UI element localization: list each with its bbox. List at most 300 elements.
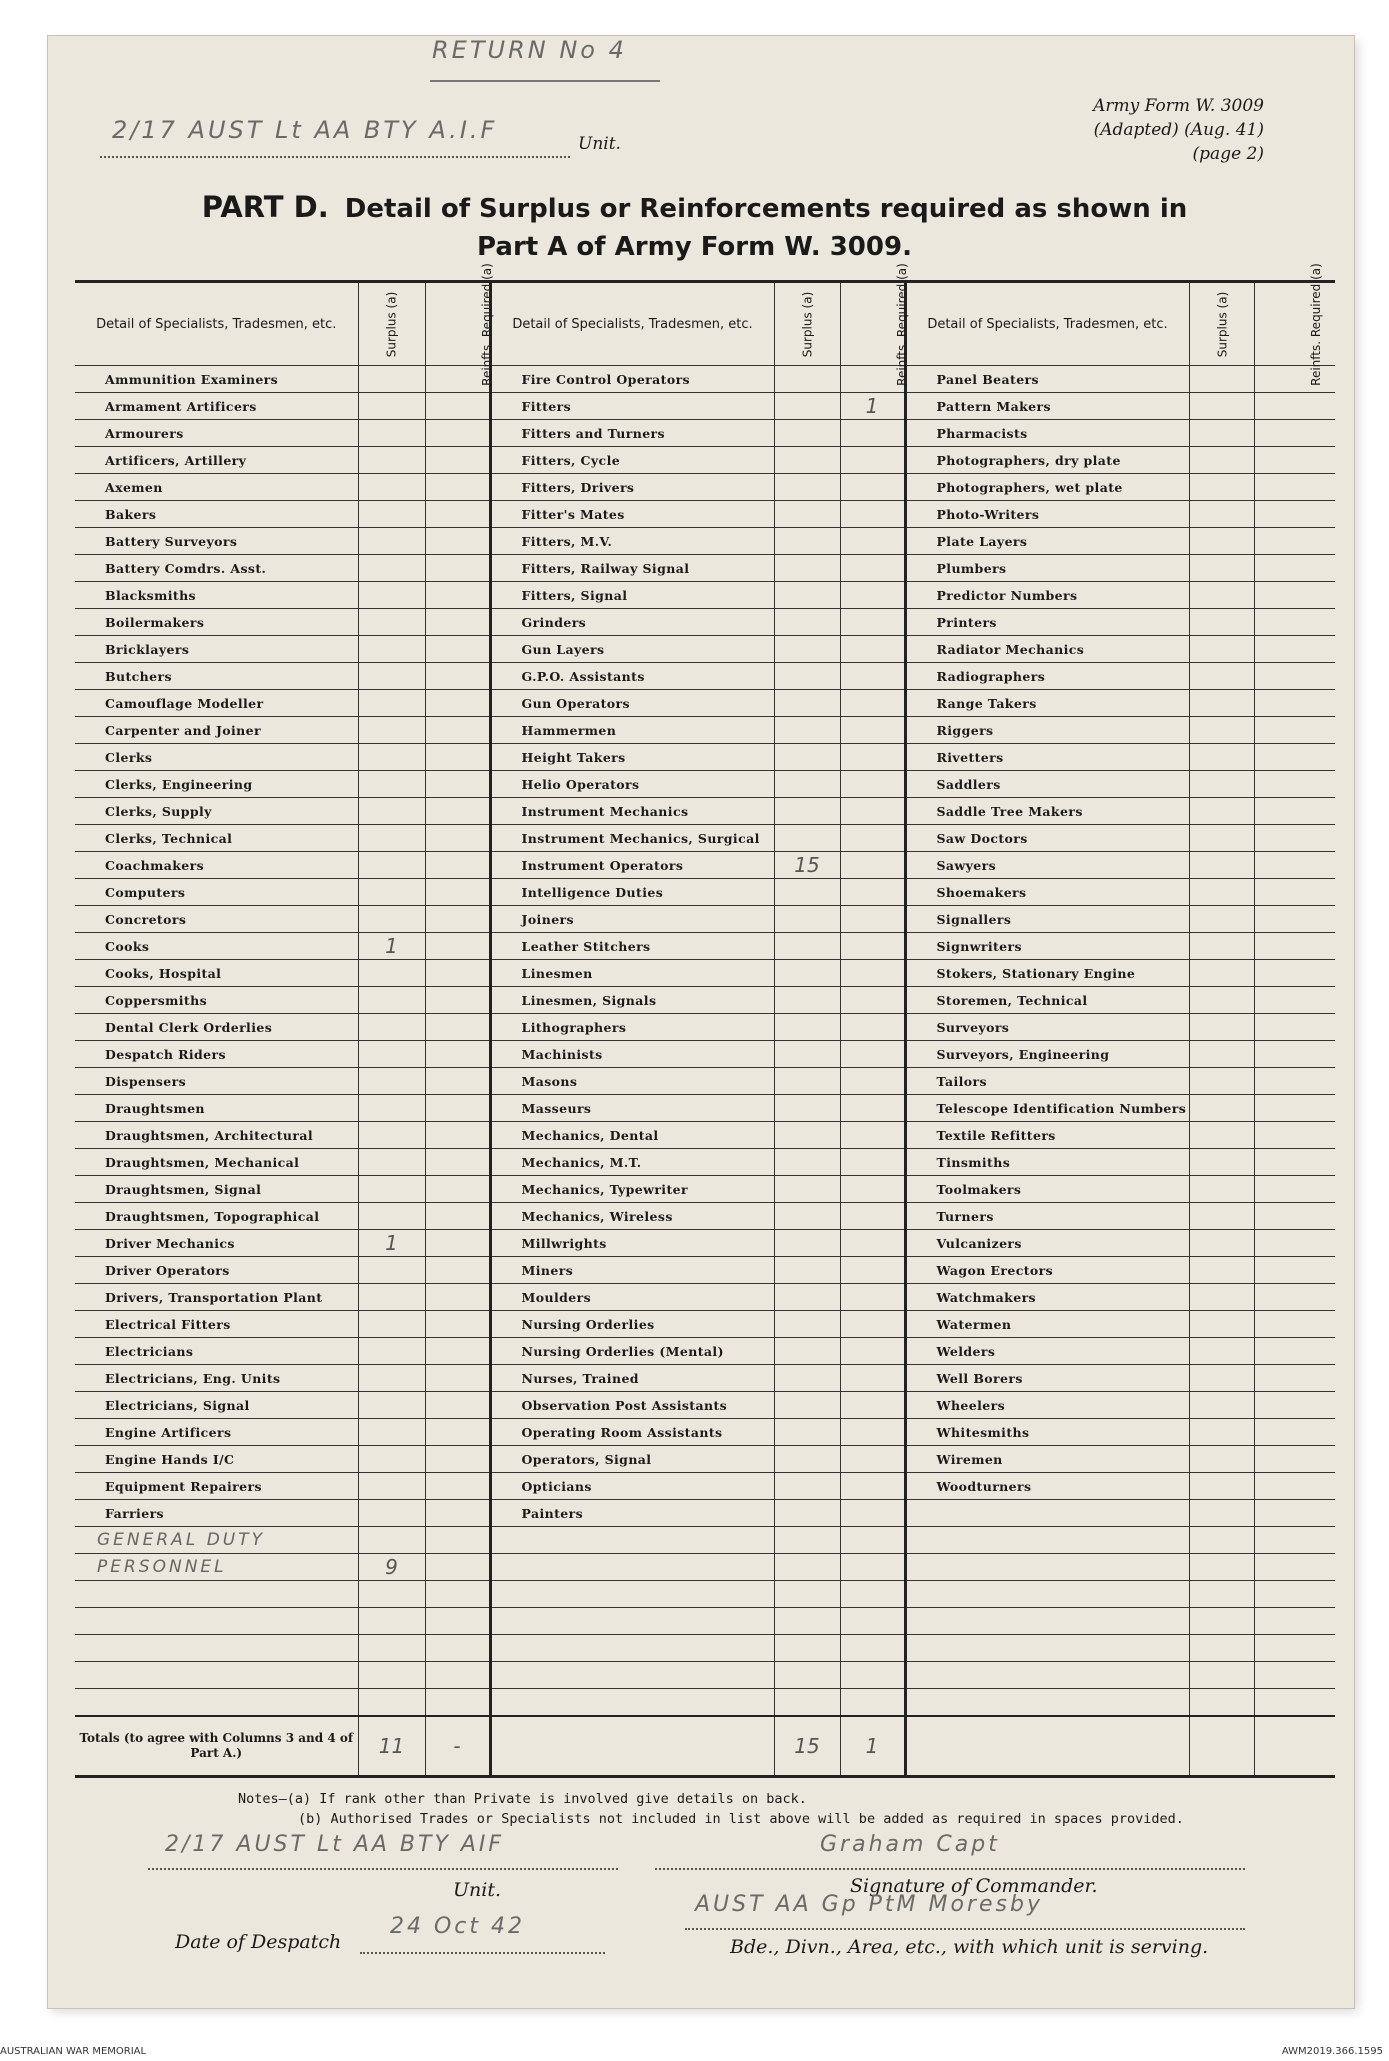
reinfts-cell bbox=[840, 1446, 905, 1473]
reinfts-cell bbox=[1254, 1338, 1335, 1365]
table-header-row bbox=[75, 282, 1335, 366]
reinfts-cell bbox=[1254, 960, 1335, 987]
unit-top-line bbox=[100, 130, 570, 158]
reinfts-cell bbox=[840, 1527, 905, 1554]
table-row bbox=[75, 1122, 1335, 1149]
trade-name: Telescope Identification Numbers bbox=[905, 1095, 1189, 1122]
trade-name: Carpenter and Joiner bbox=[75, 717, 358, 744]
trade-name: Draughtsmen, Signal bbox=[75, 1176, 358, 1203]
trade-name: Boilermakers bbox=[75, 609, 358, 636]
surplus-cell bbox=[1189, 717, 1254, 744]
surplus-cell bbox=[358, 474, 425, 501]
reinfts-cell bbox=[840, 1338, 905, 1365]
reinfts-cell bbox=[840, 1257, 905, 1284]
reinfts-cell bbox=[840, 1500, 905, 1527]
surplus-cell bbox=[1189, 987, 1254, 1014]
reinfts-cell bbox=[425, 1527, 490, 1554]
trade-name: Fitter's Mates bbox=[490, 501, 774, 528]
reinfts-cell bbox=[840, 690, 905, 717]
trade-name: Photographers, dry plate bbox=[905, 447, 1189, 474]
surplus-cell bbox=[358, 393, 425, 420]
surplus-cell bbox=[774, 420, 840, 447]
reinfts-cell bbox=[1254, 1095, 1335, 1122]
reinfts-cell bbox=[425, 609, 490, 636]
trade-name: Signwriters bbox=[905, 933, 1189, 960]
reinfts-cell bbox=[840, 1230, 905, 1257]
trade-name: Armament Artificers bbox=[75, 393, 358, 420]
trade-name: Fitters, Railway Signal bbox=[490, 555, 774, 582]
trade-name: Welders bbox=[905, 1338, 1189, 1365]
trade-name: Intelligence Duties bbox=[490, 879, 774, 906]
trade-name: Mechanics, M.T. bbox=[490, 1149, 774, 1176]
form-title bbox=[0, 188, 1389, 266]
trade-name: Bricklayers bbox=[75, 636, 358, 663]
reinfts-cell bbox=[1254, 582, 1335, 609]
surplus-cell bbox=[774, 1122, 840, 1149]
reinfts-cell bbox=[840, 528, 905, 555]
surplus-cell bbox=[358, 690, 425, 717]
surplus-cell bbox=[1189, 636, 1254, 663]
reinfts-cell bbox=[840, 1203, 905, 1230]
table-row bbox=[75, 879, 1335, 906]
trade-name: Rivetters bbox=[905, 744, 1189, 771]
surplus-cell bbox=[358, 582, 425, 609]
reinfts-cell bbox=[425, 582, 490, 609]
table-row-blank bbox=[75, 1581, 1335, 1608]
surplus-cell bbox=[358, 1338, 425, 1365]
reinfts-cell bbox=[425, 1608, 490, 1635]
reinfts-cell bbox=[1254, 1203, 1335, 1230]
header-surplus-1: Surplus (a) bbox=[358, 282, 425, 366]
trade-name bbox=[490, 1608, 774, 1635]
table-row bbox=[75, 1176, 1335, 1203]
surplus-cell bbox=[358, 528, 425, 555]
reinfts-cell bbox=[1254, 1662, 1335, 1689]
trade-name: Signallers bbox=[905, 906, 1189, 933]
reinfts-cell bbox=[840, 1392, 905, 1419]
trade-name bbox=[490, 1662, 774, 1689]
reinfts-cell bbox=[1254, 636, 1335, 663]
reinfts-cell bbox=[840, 798, 905, 825]
trade-name: Range Takers bbox=[905, 690, 1189, 717]
reinfts-cell bbox=[840, 879, 905, 906]
reinfts-cell bbox=[425, 1122, 490, 1149]
reinfts-cell bbox=[425, 1446, 490, 1473]
reinfts-cell bbox=[1254, 879, 1335, 906]
reinfts-cell bbox=[1254, 1554, 1335, 1581]
trade-name: Mechanics, Dental bbox=[490, 1122, 774, 1149]
table-row bbox=[75, 1311, 1335, 1338]
reinfts-cell bbox=[425, 474, 490, 501]
trade-name: Farriers bbox=[75, 1500, 358, 1527]
surplus-cell bbox=[774, 1500, 840, 1527]
reinfts-cell bbox=[840, 1581, 905, 1608]
reinfts-cell bbox=[425, 1203, 490, 1230]
table-row bbox=[75, 1041, 1335, 1068]
header-reinfts-3: Reinfts. Required (a) bbox=[1254, 282, 1335, 366]
reinfts-cell bbox=[425, 1473, 490, 1500]
surplus-cell bbox=[358, 987, 425, 1014]
trade-name: Bakers bbox=[75, 501, 358, 528]
reinfts-cell bbox=[1254, 798, 1335, 825]
reinfts-cell bbox=[1254, 609, 1335, 636]
trade-name: Pattern Makers bbox=[905, 393, 1189, 420]
trade-name: Cooks, Hospital bbox=[75, 960, 358, 987]
reinfts-cell bbox=[840, 1041, 905, 1068]
note-a: Notes—(a) If rank other than Private is involved give details on back. bbox=[238, 1791, 807, 1807]
trade-name bbox=[490, 1635, 774, 1662]
trade-name: Saw Doctors bbox=[905, 825, 1189, 852]
reinfts-cell bbox=[425, 1689, 490, 1717]
reinfts-cell bbox=[1254, 393, 1335, 420]
surplus-cell bbox=[774, 555, 840, 582]
reinfts-cell bbox=[425, 1662, 490, 1689]
surplus-cell bbox=[1189, 528, 1254, 555]
totals-spacer-3 bbox=[905, 1716, 1189, 1777]
reinfts-cell bbox=[840, 1095, 905, 1122]
surplus-cell bbox=[358, 1068, 425, 1095]
title-part: PART D. bbox=[201, 190, 329, 224]
trade-name: Armourers bbox=[75, 420, 358, 447]
trade-name-handwritten bbox=[75, 1635, 358, 1662]
trade-name: Axemen bbox=[75, 474, 358, 501]
surplus-cell bbox=[1189, 1311, 1254, 1338]
surplus-cell bbox=[774, 1149, 840, 1176]
trade-name: Battery Comdrs. Asst. bbox=[75, 555, 358, 582]
trade-name: Artificers, Artillery bbox=[75, 447, 358, 474]
trade-name: Electricians bbox=[75, 1338, 358, 1365]
trade-name: Engine Hands I/C bbox=[75, 1446, 358, 1473]
trade-name: Well Borers bbox=[905, 1365, 1189, 1392]
surplus-cell bbox=[774, 663, 840, 690]
reinfts-cell bbox=[1254, 1284, 1335, 1311]
table-row bbox=[75, 501, 1335, 528]
surplus-cell bbox=[774, 1311, 840, 1338]
reinfts-cell bbox=[425, 1311, 490, 1338]
surplus-cell bbox=[774, 1446, 840, 1473]
header-detail-3: Detail of Specialists, Tradesmen, etc. bbox=[905, 282, 1189, 366]
form-ref-line1: Army Form W. 3009 bbox=[1093, 96, 1264, 116]
trade-name: Hammermen bbox=[490, 717, 774, 744]
reinfts-cell bbox=[425, 501, 490, 528]
trade-name: Turners bbox=[905, 1203, 1189, 1230]
surplus-cell bbox=[774, 474, 840, 501]
reinfts-cell bbox=[840, 1149, 905, 1176]
surplus-cell bbox=[774, 744, 840, 771]
trade-name: Fitters and Turners bbox=[490, 420, 774, 447]
trade-name bbox=[905, 1500, 1189, 1527]
surplus-cell bbox=[1189, 933, 1254, 960]
surplus-cell bbox=[1189, 1635, 1254, 1662]
table-row bbox=[75, 609, 1335, 636]
form-ref-line3: (page 2) bbox=[1192, 144, 1264, 164]
reinfts-cell bbox=[425, 1338, 490, 1365]
header-reinfts-2: Reinfts. Required (a) bbox=[840, 282, 905, 366]
reinfts-cell bbox=[840, 1365, 905, 1392]
header-detail-2: Detail of Specialists, Tradesmen, etc. bbox=[490, 282, 774, 366]
header-surplus-2: Surplus (a) bbox=[774, 282, 840, 366]
unit-bottom-line bbox=[148, 1868, 618, 1870]
total-reinfts-3 bbox=[1254, 1716, 1335, 1777]
reinfts-cell bbox=[1254, 1446, 1335, 1473]
signature-handwritten: Graham Capt bbox=[820, 1832, 1000, 1857]
signature-label: Signature of Commander. bbox=[850, 1875, 1098, 1897]
trade-name: Operating Room Assistants bbox=[490, 1419, 774, 1446]
reinfts-cell bbox=[840, 825, 905, 852]
table-row bbox=[75, 1473, 1335, 1500]
reinfts-cell bbox=[1254, 1149, 1335, 1176]
notes bbox=[238, 1789, 1184, 1829]
trade-name: Draughtsmen, Architectural bbox=[75, 1122, 358, 1149]
surplus-cell bbox=[1189, 1203, 1254, 1230]
table-row bbox=[75, 393, 1335, 420]
trade-name: Fitters, Cycle bbox=[490, 447, 774, 474]
table-row bbox=[75, 960, 1335, 987]
trade-name: Instrument Mechanics bbox=[490, 798, 774, 825]
surplus-cell bbox=[1189, 663, 1254, 690]
reinfts-cell bbox=[1254, 474, 1335, 501]
trade-name: Linesmen, Signals bbox=[490, 987, 774, 1014]
surplus-cell bbox=[1189, 1581, 1254, 1608]
reinfts-cell bbox=[425, 1581, 490, 1608]
form-ref-line2: (Adapted) (Aug. 41) bbox=[1093, 120, 1264, 140]
surplus-cell bbox=[1189, 1365, 1254, 1392]
surplus-cell bbox=[1189, 744, 1254, 771]
surplus-cell: 15 bbox=[774, 852, 840, 879]
trade-name: Cooks bbox=[75, 933, 358, 960]
surplus-cell bbox=[1189, 1338, 1254, 1365]
surplus-cell bbox=[358, 1149, 425, 1176]
surplus-cell bbox=[1189, 906, 1254, 933]
trade-name-handwritten bbox=[75, 1662, 358, 1689]
reinfts-cell bbox=[840, 609, 905, 636]
reinfts-cell bbox=[840, 933, 905, 960]
reinfts-cell bbox=[840, 1662, 905, 1689]
surplus-cell bbox=[1189, 393, 1254, 420]
surplus-cell bbox=[1189, 1284, 1254, 1311]
trade-name: Radiographers bbox=[905, 663, 1189, 690]
reinfts-cell bbox=[840, 852, 905, 879]
surplus-cell bbox=[774, 1284, 840, 1311]
surplus-cell bbox=[774, 825, 840, 852]
table-row bbox=[75, 987, 1335, 1014]
table-row bbox=[75, 1230, 1335, 1257]
table-row-blank bbox=[75, 1554, 1335, 1581]
table-row bbox=[75, 825, 1335, 852]
reinfts-cell bbox=[840, 960, 905, 987]
surplus-cell bbox=[774, 1554, 840, 1581]
trade-name: Machinists bbox=[490, 1041, 774, 1068]
table-row-blank bbox=[75, 1608, 1335, 1635]
trade-name: Painters bbox=[490, 1500, 774, 1527]
trade-name: Photo-Writers bbox=[905, 501, 1189, 528]
trade-name: Electricians, Signal bbox=[75, 1392, 358, 1419]
trade-name: Watermen bbox=[905, 1311, 1189, 1338]
reinfts-cell bbox=[840, 771, 905, 798]
surplus-cell bbox=[1189, 1257, 1254, 1284]
trade-name: Draughtsmen bbox=[75, 1095, 358, 1122]
reinfts-cell: 1 bbox=[840, 393, 905, 420]
table-row bbox=[75, 366, 1335, 393]
total-surplus-2: 15 bbox=[774, 1716, 840, 1777]
surplus-cell bbox=[358, 1689, 425, 1717]
table-row bbox=[75, 420, 1335, 447]
trade-name: Fitters, M.V. bbox=[490, 528, 774, 555]
trade-name: Textile Refitters bbox=[905, 1122, 1189, 1149]
return-underline bbox=[430, 80, 660, 82]
totals-row bbox=[75, 1716, 1335, 1777]
trade-name bbox=[490, 1527, 774, 1554]
trade-name: Joiners bbox=[490, 906, 774, 933]
table-row bbox=[75, 636, 1335, 663]
reinfts-cell bbox=[1254, 501, 1335, 528]
surplus-cell bbox=[774, 1041, 840, 1068]
trade-name: Panel Beaters bbox=[905, 366, 1189, 393]
trade-name: Riggers bbox=[905, 717, 1189, 744]
surplus-cell bbox=[358, 1014, 425, 1041]
reinfts-cell bbox=[840, 1068, 905, 1095]
surplus-cell bbox=[1189, 1608, 1254, 1635]
surplus-cell bbox=[358, 1095, 425, 1122]
trade-name: Equipment Repairers bbox=[75, 1473, 358, 1500]
reinfts-cell bbox=[425, 636, 490, 663]
trade-name: Linesmen bbox=[490, 960, 774, 987]
reinfts-cell bbox=[425, 717, 490, 744]
surplus-cell bbox=[1189, 582, 1254, 609]
surplus-cell bbox=[358, 1662, 425, 1689]
trade-name: Mechanics, Wireless bbox=[490, 1203, 774, 1230]
reinfts-cell bbox=[840, 1311, 905, 1338]
reinfts-cell bbox=[425, 879, 490, 906]
trade-name: Observation Post Assistants bbox=[490, 1392, 774, 1419]
trade-name: Woodturners bbox=[905, 1473, 1189, 1500]
surplus-cell bbox=[1189, 1176, 1254, 1203]
surplus-cell bbox=[358, 366, 425, 393]
reinfts-cell bbox=[425, 825, 490, 852]
surplus-cell bbox=[1189, 1419, 1254, 1446]
trade-name: Shoemakers bbox=[905, 879, 1189, 906]
surplus-cell bbox=[1189, 609, 1254, 636]
table-row bbox=[75, 744, 1335, 771]
surplus-cell bbox=[1189, 474, 1254, 501]
surplus-cell bbox=[774, 1392, 840, 1419]
trade-name bbox=[490, 1554, 774, 1581]
trade-name: Butchers bbox=[75, 663, 358, 690]
surplus-cell bbox=[358, 1473, 425, 1500]
surplus-cell bbox=[774, 1176, 840, 1203]
trade-name: Despatch Riders bbox=[75, 1041, 358, 1068]
reinfts-cell bbox=[1254, 1230, 1335, 1257]
reinfts-cell bbox=[425, 1635, 490, 1662]
table-row-blank bbox=[75, 1662, 1335, 1689]
reinfts-cell bbox=[425, 1257, 490, 1284]
unit-bottom-handwritten: 2/17 AUST Lt AA BTY AIF bbox=[165, 1832, 505, 1857]
surplus-cell bbox=[774, 933, 840, 960]
reinfts-cell bbox=[840, 1284, 905, 1311]
reinfts-cell bbox=[425, 906, 490, 933]
trade-name: Watchmakers bbox=[905, 1284, 1189, 1311]
reinfts-cell bbox=[425, 1554, 490, 1581]
table-row bbox=[75, 717, 1335, 744]
surplus-cell bbox=[1189, 798, 1254, 825]
trade-name: Instrument Operators bbox=[490, 852, 774, 879]
trade-name: Concretors bbox=[75, 906, 358, 933]
surplus-cell bbox=[358, 1257, 425, 1284]
trade-name: Moulders bbox=[490, 1284, 774, 1311]
reinfts-cell bbox=[1254, 1608, 1335, 1635]
header-reinfts-1: Reinfts. Required (a) bbox=[425, 282, 490, 366]
trade-name: Photographers, wet plate bbox=[905, 474, 1189, 501]
surplus-cell bbox=[774, 636, 840, 663]
credit-right: AWM2019.366.1595 bbox=[1281, 2046, 1383, 2057]
reinfts-cell bbox=[425, 1284, 490, 1311]
reinfts-cell bbox=[840, 447, 905, 474]
surplus-cell bbox=[1189, 1041, 1254, 1068]
surplus-cell bbox=[358, 1284, 425, 1311]
surplus-cell bbox=[1189, 1392, 1254, 1419]
surplus-cell bbox=[774, 1527, 840, 1554]
table-row bbox=[75, 771, 1335, 798]
trade-name: Radiator Mechanics bbox=[905, 636, 1189, 663]
trade-name: Ammunition Examiners bbox=[75, 366, 358, 393]
trade-name: Tailors bbox=[905, 1068, 1189, 1095]
surplus-cell bbox=[774, 1608, 840, 1635]
trade-name-handwritten: PERSONNEL bbox=[75, 1554, 358, 1581]
surplus-cell bbox=[1189, 1068, 1254, 1095]
surplus-cell bbox=[1189, 1689, 1254, 1717]
reinfts-cell bbox=[1254, 1392, 1335, 1419]
reinfts-cell bbox=[425, 852, 490, 879]
surplus-cell bbox=[774, 1689, 840, 1717]
surplus-cell: 1 bbox=[358, 1230, 425, 1257]
trade-name: G.P.O. Assistants bbox=[490, 663, 774, 690]
trade-name: Electricians, Eng. Units bbox=[75, 1365, 358, 1392]
trade-name: Wagon Erectors bbox=[905, 1257, 1189, 1284]
table-row bbox=[75, 1257, 1335, 1284]
trade-name bbox=[490, 1581, 774, 1608]
reinfts-cell bbox=[840, 1635, 905, 1662]
surplus-cell bbox=[1189, 1230, 1254, 1257]
surplus-cell bbox=[774, 879, 840, 906]
surplus-cell bbox=[358, 798, 425, 825]
surplus-cell bbox=[358, 1392, 425, 1419]
signature-line bbox=[655, 1868, 1245, 1870]
trade-name: Plumbers bbox=[905, 555, 1189, 582]
reinfts-cell bbox=[1254, 1014, 1335, 1041]
surplus-cell bbox=[774, 1203, 840, 1230]
trade-name: Miners bbox=[490, 1257, 774, 1284]
trade-name: Gun Operators bbox=[490, 690, 774, 717]
credit-left: AUSTRALIAN WAR MEMORIAL bbox=[0, 2046, 147, 2057]
trades-table bbox=[75, 262, 1335, 1778]
surplus-cell bbox=[774, 717, 840, 744]
title-line2: Part A of Army Form W. 3009. bbox=[477, 232, 912, 262]
reinfts-cell bbox=[840, 1554, 905, 1581]
trade-name: Mechanics, Typewriter bbox=[490, 1176, 774, 1203]
surplus-cell bbox=[774, 906, 840, 933]
surplus-cell bbox=[1189, 555, 1254, 582]
trade-name: Computers bbox=[75, 879, 358, 906]
surplus-cell bbox=[1189, 771, 1254, 798]
table-row bbox=[75, 1419, 1335, 1446]
trade-name: Storemen, Technical bbox=[905, 987, 1189, 1014]
trade-name: Toolmakers bbox=[905, 1176, 1189, 1203]
surplus-cell bbox=[1189, 690, 1254, 717]
trade-name: Tinsmiths bbox=[905, 1149, 1189, 1176]
surplus-cell bbox=[1189, 501, 1254, 528]
surplus-cell bbox=[358, 1311, 425, 1338]
reinfts-cell bbox=[1254, 690, 1335, 717]
